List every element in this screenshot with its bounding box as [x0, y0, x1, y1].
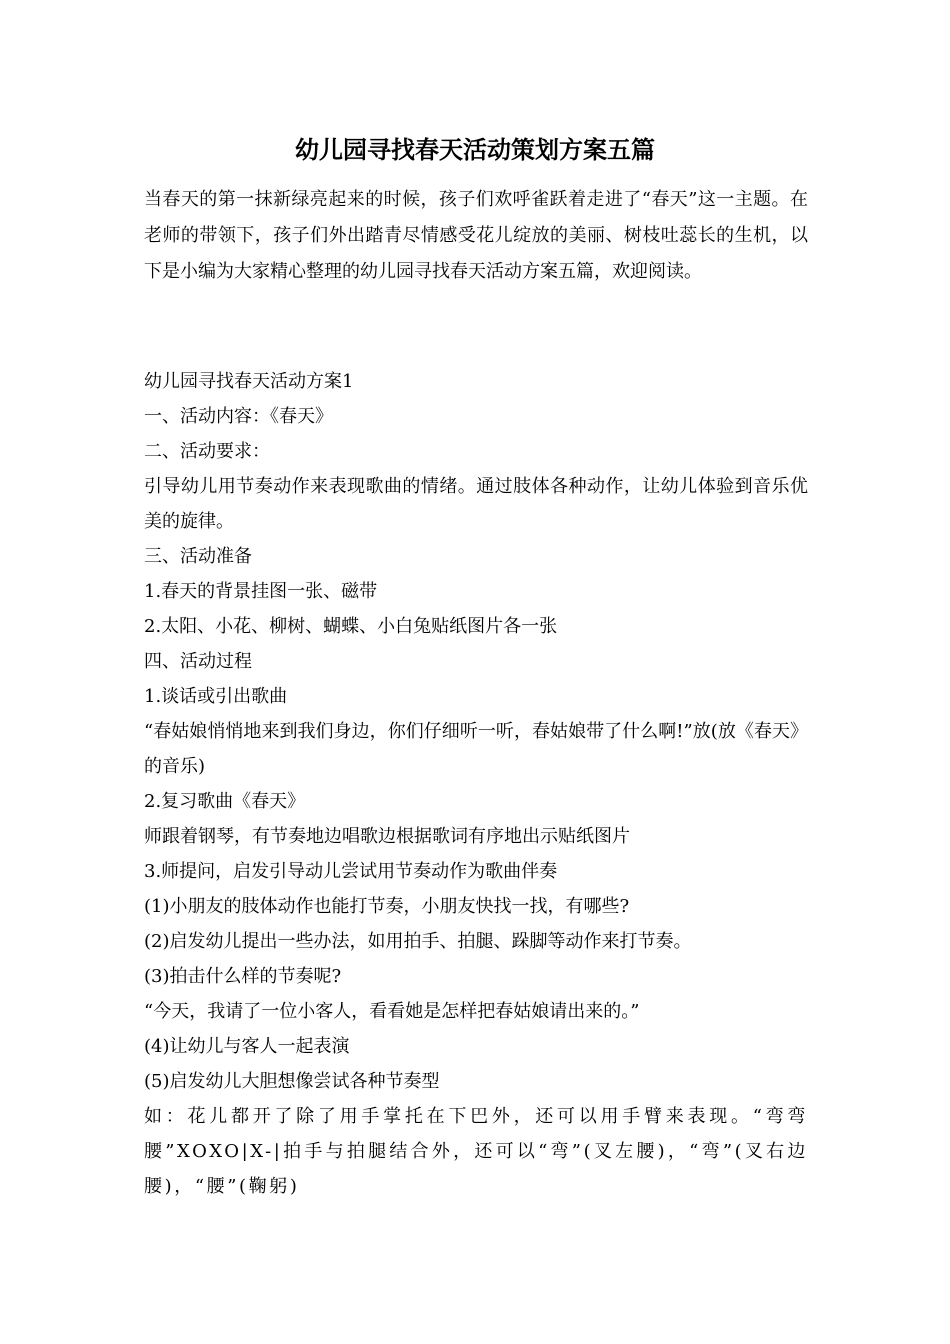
paragraph: “今天，我请了一位小客人，看看她是怎样把春姑娘请出来的。” — [144, 1001, 640, 1022]
paragraph: 1.谈话或引出歌曲 — [144, 686, 288, 707]
paragraph: 3.师提问，启发引导动儿尝试用节奏动作为歌曲伴奏 — [144, 861, 558, 882]
paragraph: 2.复习歌曲《春天》 — [144, 791, 306, 812]
paragraph: 1.春天的背景挂图一张、磁带 — [144, 581, 378, 602]
paragraph: 如：花儿都开了除了用手掌托在下巴外，还可以用手臂来表现。“弯弯腰”XOXO|X-|拍手与拍腿结合外，还可以“弯”(叉左腰)，“弯”(叉右边腰)，“腰”(鞠躬) — [144, 1106, 808, 1197]
paragraph: 二、活动要求： — [144, 441, 270, 462]
document-title: 幼儿园寻找春天活动策划方案五篇 — [295, 135, 655, 164]
paragraph: 一、活动内容：《春天》 — [144, 406, 333, 427]
paragraph: (1)小朋友的肢体动作也能打节奏，小朋友快找一找，有哪些? — [144, 896, 630, 917]
paragraph: (4)让幼儿与客人一起表演 — [144, 1036, 350, 1057]
paragraph: 2.太阳、小花、柳树、蝴蝶、小白兔贴纸图片各一张 — [144, 616, 558, 637]
paragraph: 四、活动过程 — [144, 651, 252, 672]
paragraph: (3)拍击什么样的节奏呢? — [144, 966, 342, 987]
paragraph: 引导幼儿用节奏动作来表现歌曲的情绪。通过肢体各种动作，让幼儿体验到音乐优美的旋律。 — [144, 476, 808, 532]
document-body — [144, 364, 808, 1204]
paragraph: (5)启发幼儿大胆想像尝试各种节奏型 — [144, 1071, 440, 1092]
paragraph: “春姑娘悄悄地来到我们身边，你们仔细听一听，春姑娘带了什么啊!”放(放《春天》的音乐) — [144, 721, 808, 777]
paragraph: 三、活动准备 — [144, 546, 252, 567]
paragraph: (2)启发幼儿提出一些办法，如用拍手、拍腿、跺脚等动作来打节奏。 — [144, 931, 692, 952]
section-heading: 幼儿园寻找春天活动方案1 — [144, 371, 354, 392]
paragraph: 师跟着钢琴，有节奏地边唱歌边根据歌词有序地出示贴纸图片 — [144, 826, 630, 847]
intro-paragraph: 当春天的第一抹新绿亮起来的时候，孩子们欢呼雀跃着走进了“春天”这一主题。在老师的带领下，孩子们外出踏青尽情感受花儿绽放的美丽、树枝吐蕊长的生机，以下是小编为大家精心整理的幼儿园寻找春天活动方案五篇，欢迎阅读。 — [144, 189, 808, 282]
